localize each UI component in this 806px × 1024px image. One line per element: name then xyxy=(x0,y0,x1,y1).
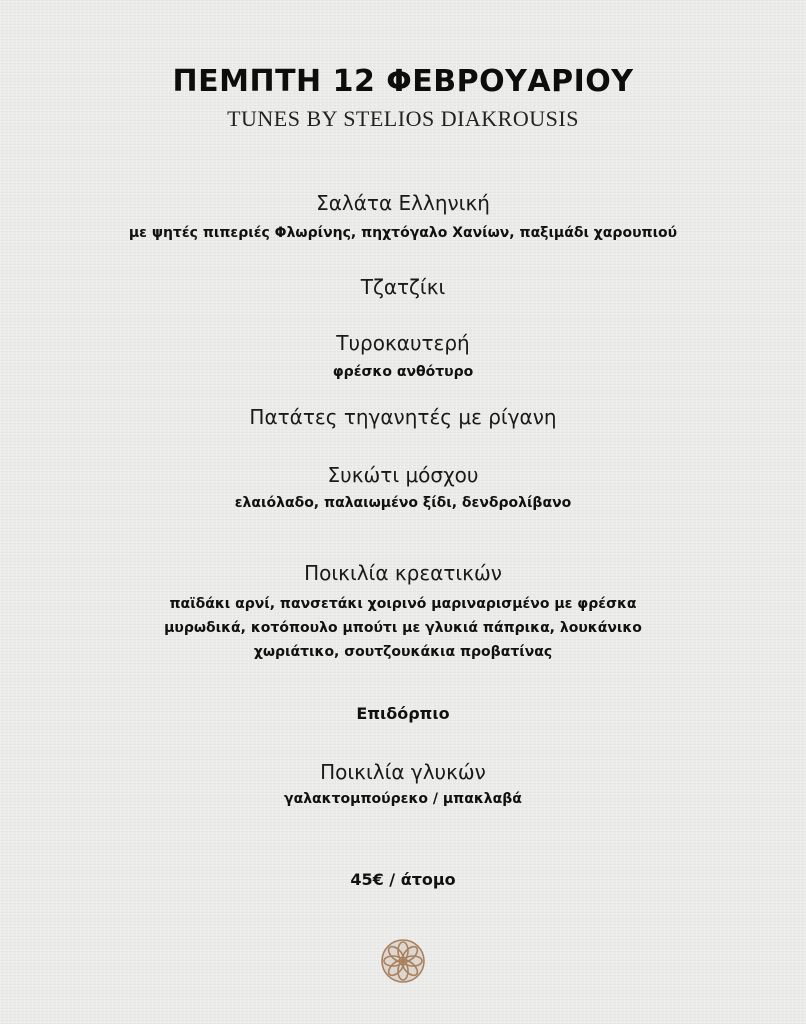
dish-name-tirokafteri: Τυροκαυτερή xyxy=(336,331,470,355)
price-per-person: 45€ / άτομο xyxy=(350,870,456,889)
dish-description-salad: με ψητές πιπεριές Φλωρίνης, πηχτόγαλο Χανίων, παξιμάδι χαρουπιού xyxy=(128,225,678,241)
menu-subtitle: TUNES BY STELIOS DIAKROUSIS xyxy=(227,106,579,131)
dish-name-tzatziki: Τζατζίκι xyxy=(360,275,446,299)
dish-name-fries: Πατάτες τηγανητές με ρίγανη xyxy=(249,405,557,429)
dish-name-meat-platter: Ποικιλία κρεατικών xyxy=(304,561,502,585)
dish-name-sweets: Ποικιλία γλυκών xyxy=(320,760,486,784)
dish-description-meat-line-2: μυρωδικά, κοτόπουλο μπούτι με γλυκιά πάπρικα, λουκάνικο xyxy=(164,620,642,636)
dish-description-tirokafteri: φρέσκο ανθότυρο xyxy=(332,364,474,380)
dish-description-sweets: γαλακτομπούρεκο / μπακλαβά xyxy=(284,791,522,807)
dish-description-meat-line-1: παϊδάκι αρνί, πανσετάκι χοιρινό μαριναρισμένο με φρέσκα xyxy=(169,596,637,612)
dish-description-meat-line-3: χωριάτικο, σουτζουκάκια προβατίνας xyxy=(253,644,553,660)
dessert-section-heading: Επιδόρπιο xyxy=(356,704,450,723)
dish-name-liver: Συκώτι μόσχου xyxy=(327,463,479,487)
menu-title: ΠΕΜΠΤΗ 12 ΦΕΒΡΟΥΑΡΙΟΥ xyxy=(172,64,634,99)
dish-name-salad: Σαλάτα Ελληνική xyxy=(316,191,490,215)
dish-description-liver: ελαιόλαδο, παλαιωμένο ξίδι, δενδρολίβανο xyxy=(234,495,572,511)
mandala-flower-icon xyxy=(380,938,426,984)
